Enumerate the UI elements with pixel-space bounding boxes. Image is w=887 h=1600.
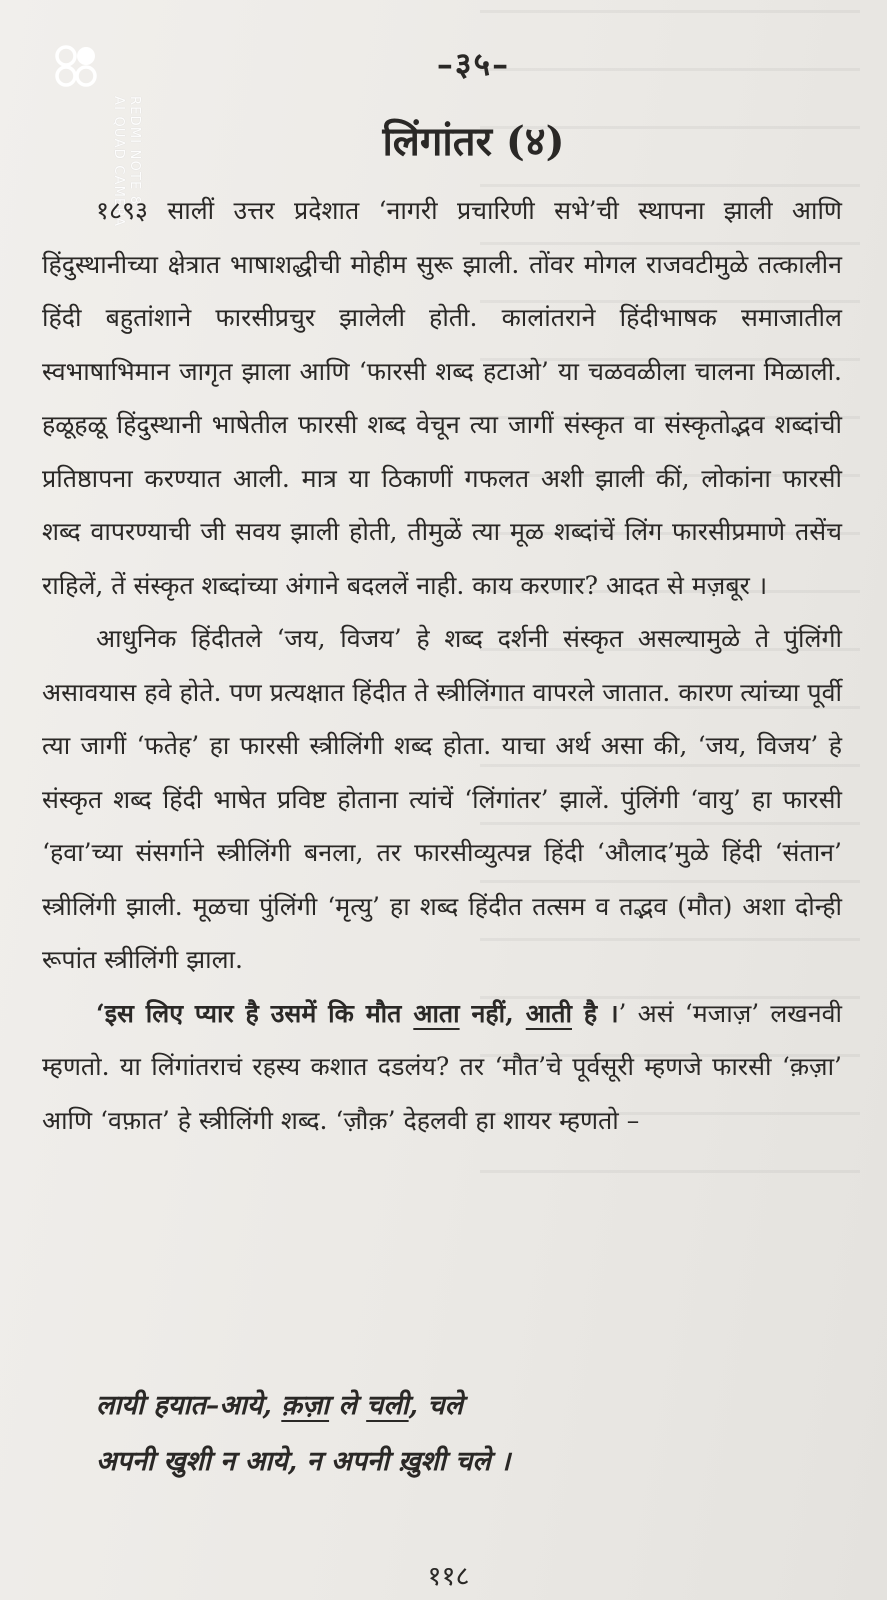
quote-part-c: नहीं, bbox=[459, 998, 526, 1028]
paragraph-2: आधुनिक हिंदीतले ‘जय, विजय’ हे शब्द दर्शनी संस्कृत असल्यामुळे ते पुंलिंगी असावयास हवे होते. पण प्रत्यक्षात हिंदीत ते स्त्रीलिंगात वापरले जातात. कारण त्यांच्या पूर्वी त्या जागीं ‘फतेह’ हा फारसी स्त्रीलिंगी शब्द होता. याचा अर्थ असा की, ‘जय, विजय’ हे संस्कृत शब्द हिंदी भाषेत प्रविष्ट होताना त्यांचें ‘लिंगांतर’ झालें. पुंलिंगी ‘वायु’ हा फारसी ‘हवा’च्या संसर्गाने स्त्रीलिंगी बनला, तर फारसीव्युत्पन्न हिंदी ‘औलाद’मुळे हिंदी ‘संतान’ स्त्रीलिंगी झाली. मूळचा पुंलिंगी ‘मृत्यु’ हा शब्द हिंदीत तत्सम व तद्भव (मौत) अशा दोन्ही रूपांत स्त्रीलिंगी झाला. bbox=[42, 624, 842, 974]
quote-underlined-word-2: आती bbox=[525, 998, 572, 1028]
verse-line-2: अपनी खुशी न आये, न अपनी ख़ुशी चले । bbox=[96, 1446, 511, 1477]
paragraph-3 bbox=[42, 987, 842, 1148]
chapter-title: लिंगांतर (४) bbox=[382, 118, 565, 165]
verse-line-1-part-e: , चले bbox=[408, 1390, 463, 1421]
page-number-bottom: ११८ bbox=[427, 1561, 470, 1592]
quote-underlined-word-1: आता bbox=[413, 998, 460, 1028]
watermark-line-2: AI QUAD CAMERA bbox=[111, 96, 126, 228]
verse-line-1-part-a: लायी हयात–आये, bbox=[96, 1390, 282, 1421]
watermark-line-1: REDMI NOTE 8 bbox=[127, 96, 142, 206]
quote-part-a: इस लिए प्यार है उसमें कि मौत bbox=[104, 998, 414, 1028]
body-text bbox=[42, 184, 842, 1147]
verse-couplet bbox=[96, 1378, 836, 1490]
quote-part-e: है । bbox=[572, 998, 619, 1028]
paragraph-1: १८९३ सालीं उत्तर प्रदेशात ‘नागरी प्रचारिणी सभे’ची स्थापना झाली आणि हिंदुस्थानीच्या क्षेत्रात भाषाशद्धीची मोहीम सुरू झाली. तोंवर मोगल राजवटीमुळे तत्कालीन हिंदी बहुतांशाने फारसीप्रचुर झालेली होती. कालांतराने हिंदीभाषक समाजातील स्वभाषाभिमान जागृत झाला आणि ‘फारसी शब्द हटाओ’ या चळवळीला चालना मिळाली. हळूहळू हिंदुस्थानी भाषेतील फारसी शब्द वेचून त्या जागीं संस्कृत वा संस्कृतोद्भव शब्दांची प्रतिष्ठापना करण्यात आली. मात्र या ठिकाणीं गफलत अशी झाली कीं, लोकांना फारसी शब्द वापरण्याची जी सवय झाली होती, तीमुळें त्या मूळ शब्दांचें लिंग फारसीप्रमाणे तसेंच राहिलें, तें संस्कृत शब्दांच्या अंगाने बदललें नाही. काय करणार? आदत से मज़बूर । bbox=[42, 196, 842, 600]
quote-open-mark: ‘ bbox=[96, 998, 105, 1028]
verse-underlined-word-1: क़ज़ा bbox=[281, 1390, 330, 1421]
paragraph-3-rest: ’ असं ‘मजाज़’ लखनवी म्हणतो. या लिंगांतराचं रहस्य कशात दडलंय? तर ‘मौत’चे पूर्वसूरी म्हणजे फारसी ‘क़ज़ा’ आणि ‘वफ़ात’ हे स्त्रीलिंगी शब्द. ‘ज़ौक़’ देहलवी हा शायर म्हणतो – bbox=[42, 998, 842, 1135]
page-number-top: –३५– bbox=[436, 45, 511, 83]
verse-line-1-part-c: ले bbox=[329, 1390, 367, 1421]
verse-underlined-word-2: चली bbox=[366, 1390, 409, 1421]
verse-line-1 bbox=[96, 1378, 836, 1434]
